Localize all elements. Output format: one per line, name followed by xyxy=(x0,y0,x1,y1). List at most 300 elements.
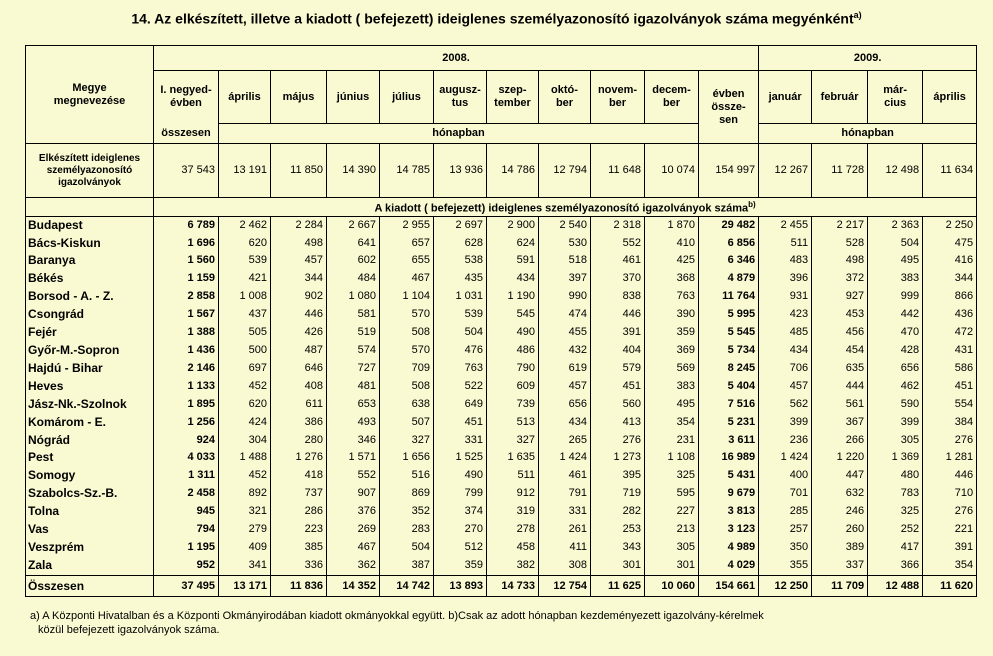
table-cell: 649 xyxy=(434,396,487,414)
table-title: 14. Az elkészített, illetve a kiadott ( befejezett) ideiglenes személyazonosító igazolványok száma megyénként$^{a)}$ xyxy=(131,10,862,27)
table-cell: 907 xyxy=(327,485,380,503)
monthly-header-2009: hónapban xyxy=(759,124,977,144)
table-cell: 384 xyxy=(923,414,977,432)
table-cell: 436 xyxy=(923,306,977,324)
table-cell: 337 xyxy=(812,557,868,575)
table-cell: 418 xyxy=(271,467,327,485)
table-cell: 305 xyxy=(868,432,923,450)
table-cell: 1 159 xyxy=(154,270,219,288)
produced-value: 154 997 xyxy=(699,144,759,198)
table-cell: 3 123 xyxy=(699,521,759,539)
table-cell: 554 xyxy=(923,396,977,414)
total-cell: 11 620 xyxy=(923,575,977,596)
table-cell: 453 xyxy=(812,306,868,324)
table-cell: 472 xyxy=(923,324,977,342)
month-header-2008: szep- tember xyxy=(487,71,539,124)
table-cell: 1 567 xyxy=(154,306,219,324)
table-cell: 399 xyxy=(868,414,923,432)
table-cell: 442 xyxy=(868,306,923,324)
table-cell: 432 xyxy=(539,342,591,360)
table-cell: 266 xyxy=(812,432,868,450)
total-cell: 14 733 xyxy=(487,575,539,596)
produced-value: 13 936 xyxy=(434,144,487,198)
table-cell: 257 xyxy=(759,521,812,539)
table-cell: 246 xyxy=(812,503,868,521)
table-cell: 495 xyxy=(645,396,699,414)
county-name: Hajdú - Bihar xyxy=(26,360,154,378)
table-cell: 2 458 xyxy=(154,485,219,503)
table-cell: 270 xyxy=(434,521,487,539)
table-cell: 404 xyxy=(591,342,645,360)
table-row xyxy=(26,270,977,288)
table-cell: 635 xyxy=(812,360,868,378)
table-cell: 391 xyxy=(591,324,645,342)
table-cell: 511 xyxy=(487,467,539,485)
table-cell: 474 xyxy=(539,306,591,324)
table-cell: 656 xyxy=(868,360,923,378)
table-cell: 408 xyxy=(271,378,327,396)
table-cell: 581 xyxy=(327,306,380,324)
table-cell: 1 008 xyxy=(219,288,271,306)
table-cell: 344 xyxy=(923,270,977,288)
total-cell: 11 836 xyxy=(271,575,327,596)
table-cell: 1 488 xyxy=(219,449,271,467)
q1-header: I. negyed- évben xyxy=(154,71,219,124)
table-row xyxy=(26,306,977,324)
table-row xyxy=(26,449,977,467)
table-cell: 286 xyxy=(271,503,327,521)
table-cell: 2 455 xyxy=(759,216,812,234)
table-cell: 276 xyxy=(923,503,977,521)
table-cell: 1 388 xyxy=(154,324,219,342)
table-cell: 383 xyxy=(868,270,923,288)
county-name: Csongrád xyxy=(26,306,154,324)
table-cell: 227 xyxy=(645,503,699,521)
table-cell: 29 482 xyxy=(699,216,759,234)
table-cell: 341 xyxy=(219,557,271,575)
table-cell: 2 146 xyxy=(154,360,219,378)
table-cell: 552 xyxy=(327,467,380,485)
table-cell: 1 424 xyxy=(539,449,591,467)
table-cell: 490 xyxy=(487,324,539,342)
table-cell: 1 133 xyxy=(154,378,219,396)
table-cell: 354 xyxy=(645,414,699,432)
table-cell: 1 696 xyxy=(154,235,219,253)
month-header-2008: június xyxy=(327,71,380,124)
table-cell: 252 xyxy=(868,521,923,539)
table-cell: 368 xyxy=(645,270,699,288)
statistics-table xyxy=(25,45,977,597)
year-2009-header: 2009. xyxy=(759,46,977,71)
table-cell: 346 xyxy=(327,432,380,450)
table-cell: 545 xyxy=(487,306,539,324)
table-cell: 490 xyxy=(434,467,487,485)
table-cell: 602 xyxy=(327,252,380,270)
table-cell: 444 xyxy=(812,378,868,396)
table-cell: 505 xyxy=(219,324,271,342)
table-cell: 352 xyxy=(380,503,434,521)
total-cell: 12 488 xyxy=(868,575,923,596)
table-cell: 367 xyxy=(812,414,868,432)
county-name: Vas xyxy=(26,521,154,539)
table-cell: 632 xyxy=(812,485,868,503)
table-cell: 428 xyxy=(868,342,923,360)
table-cell: 2 858 xyxy=(154,288,219,306)
produced-value: 11 728 xyxy=(812,144,868,198)
table-cell: 446 xyxy=(271,306,327,324)
table-row xyxy=(26,539,977,557)
month-header-2008: decem- ber xyxy=(645,71,699,124)
table-cell: 434 xyxy=(539,414,591,432)
table-cell: 461 xyxy=(539,467,591,485)
month-header-2009: április xyxy=(923,71,977,124)
total-label: Összesen xyxy=(26,575,154,596)
month-header-2008: októ- ber xyxy=(539,71,591,124)
table-cell: 319 xyxy=(487,503,539,521)
table-cell: 305 xyxy=(645,539,699,557)
table-cell: 586 xyxy=(923,360,977,378)
table-cell: 2 217 xyxy=(812,216,868,234)
table-cell: 697 xyxy=(219,360,271,378)
table-cell: 538 xyxy=(434,252,487,270)
table-cell: 999 xyxy=(868,288,923,306)
table-cell: 508 xyxy=(380,378,434,396)
table-cell: 331 xyxy=(434,432,487,450)
table-cell: 413 xyxy=(591,414,645,432)
table-cell: 791 xyxy=(539,485,591,503)
table-cell: 434 xyxy=(487,270,539,288)
table-cell: 653 xyxy=(327,396,380,414)
table-cell: 411 xyxy=(539,539,591,557)
table-cell: 1 525 xyxy=(434,449,487,467)
issued-header: A kiadott ( befejezett) ideiglenes személyazonosító igazolványok száma$^{b)}$ xyxy=(154,198,977,217)
month-header-2008: novem- ber xyxy=(591,71,645,124)
produced-value: 11 850 xyxy=(271,144,327,198)
total-cell: 154 661 xyxy=(699,575,759,596)
table-cell: 739 xyxy=(487,396,539,414)
table-cell: 3 611 xyxy=(699,432,759,450)
table-cell: 924 xyxy=(154,432,219,450)
table-cell: 2 284 xyxy=(271,216,327,234)
table-cell: 16 989 xyxy=(699,449,759,467)
table-cell: 620 xyxy=(219,396,271,414)
table-cell: 386 xyxy=(271,414,327,432)
table-row xyxy=(26,235,977,253)
table-cell: 7 516 xyxy=(699,396,759,414)
table-cell: 2 697 xyxy=(434,216,487,234)
table-cell: 952 xyxy=(154,557,219,575)
table-cell: 1 256 xyxy=(154,414,219,432)
produced-value: 11 648 xyxy=(591,144,645,198)
table-cell: 513 xyxy=(487,414,539,432)
county-name: Pest xyxy=(26,449,154,467)
table-cell: 5 734 xyxy=(699,342,759,360)
table-cell: 641 xyxy=(327,235,380,253)
table-cell: 2 540 xyxy=(539,216,591,234)
table-cell: 2 955 xyxy=(380,216,434,234)
county-name: Jász-Nk.-Szolnok xyxy=(26,396,154,414)
table-row xyxy=(26,503,977,521)
table-cell: 763 xyxy=(645,288,699,306)
table-cell: 486 xyxy=(487,342,539,360)
table-cell: 5 231 xyxy=(699,414,759,432)
table-cell: 727 xyxy=(327,360,380,378)
table-cell: 400 xyxy=(759,467,812,485)
total-cell: 10 060 xyxy=(645,575,699,596)
table-cell: 518 xyxy=(539,252,591,270)
table-cell: 2 667 xyxy=(327,216,380,234)
table-cell: 467 xyxy=(327,539,380,557)
produced-value: 14 786 xyxy=(487,144,539,198)
county-name: Bács-Kiskun xyxy=(26,235,154,253)
table-cell: 6 856 xyxy=(699,235,759,253)
table-cell: 3 813 xyxy=(699,503,759,521)
county-name: Baranya xyxy=(26,252,154,270)
produced-value: 14 785 xyxy=(380,144,434,198)
total-cell: 14 742 xyxy=(380,575,434,596)
footnote: a) A Központi Hivatalban és a Központi Okmányirodában kiadott okmányokkal együtt. b)Csak az adott hónapban kezdeményezett igazolvány-kérelmek közül befejezett igazolványok száma. xyxy=(30,610,764,636)
table-row xyxy=(26,432,977,450)
table-cell: 2 462 xyxy=(219,216,271,234)
county-name: Veszprém xyxy=(26,539,154,557)
table-cell: 276 xyxy=(923,432,977,450)
table-cell: 1 635 xyxy=(487,449,539,467)
table-cell: 611 xyxy=(271,396,327,414)
table-cell: 638 xyxy=(380,396,434,414)
table-cell: 595 xyxy=(645,485,699,503)
table-cell: 1 436 xyxy=(154,342,219,360)
table-cell: 1 195 xyxy=(154,539,219,557)
table-cell: 278 xyxy=(487,521,539,539)
table-row xyxy=(26,396,977,414)
table-cell: 389 xyxy=(812,539,868,557)
table-row xyxy=(26,324,977,342)
table-cell: 701 xyxy=(759,485,812,503)
table-cell: 783 xyxy=(868,485,923,503)
table-cell: 369 xyxy=(645,342,699,360)
table-cell: 279 xyxy=(219,521,271,539)
table-row xyxy=(26,342,977,360)
table-cell: 931 xyxy=(759,288,812,306)
table-cell: 437 xyxy=(219,306,271,324)
total-row xyxy=(26,575,977,596)
table-cell: 1 276 xyxy=(271,449,327,467)
table-cell: 504 xyxy=(868,235,923,253)
table-cell: 431 xyxy=(923,342,977,360)
produced-value: 37 543 xyxy=(154,144,219,198)
produced-value: 11 634 xyxy=(923,144,977,198)
table-cell: 1 031 xyxy=(434,288,487,306)
table-cell: 484 xyxy=(327,270,380,288)
table-cell: 522 xyxy=(434,378,487,396)
table-cell: 359 xyxy=(645,324,699,342)
table-cell: 6 789 xyxy=(154,216,219,234)
table-cell: 1 311 xyxy=(154,467,219,485)
table-cell: 709 xyxy=(380,360,434,378)
table-row xyxy=(26,252,977,270)
table-cell: 458 xyxy=(487,539,539,557)
table-cell: 260 xyxy=(812,521,868,539)
county-name: Komárom - E. xyxy=(26,414,154,432)
county-name: Szabolcs-Sz.-B. xyxy=(26,485,154,503)
county-name: Budapest xyxy=(26,216,154,234)
county-header: Megye megnevezése xyxy=(26,46,154,144)
table-cell: 426 xyxy=(271,324,327,342)
table-row xyxy=(26,467,977,485)
table-cell: 485 xyxy=(759,324,812,342)
table-cell: 376 xyxy=(327,503,380,521)
table-cell: 452 xyxy=(219,467,271,485)
table-cell: 395 xyxy=(591,467,645,485)
table-cell: 498 xyxy=(271,235,327,253)
table-cell: 370 xyxy=(591,270,645,288)
table-cell: 457 xyxy=(759,378,812,396)
table-cell: 500 xyxy=(219,342,271,360)
month-header-2008: április xyxy=(219,71,271,124)
table-cell: 475 xyxy=(923,235,977,253)
table-cell: 1 281 xyxy=(923,449,977,467)
produced-value: 12 498 xyxy=(868,144,923,198)
table-cell: 455 xyxy=(539,324,591,342)
table-cell: 869 xyxy=(380,485,434,503)
year-total-header: évben össze- sen xyxy=(699,71,759,144)
table-cell: 476 xyxy=(434,342,487,360)
table-cell: 454 xyxy=(812,342,868,360)
table-cell: 1 080 xyxy=(327,288,380,306)
table-cell: 507 xyxy=(380,414,434,432)
table-cell: 504 xyxy=(380,539,434,557)
table-cell: 396 xyxy=(759,270,812,288)
table-cell: 231 xyxy=(645,432,699,450)
table-cell: 462 xyxy=(868,378,923,396)
table-cell: 397 xyxy=(539,270,591,288)
table-cell: 304 xyxy=(219,432,271,450)
table-cell: 1 220 xyxy=(812,449,868,467)
table-cell: 416 xyxy=(923,252,977,270)
table-row xyxy=(26,521,977,539)
table-cell: 11 764 xyxy=(699,288,759,306)
table-cell: 493 xyxy=(327,414,380,432)
table-cell: 456 xyxy=(812,324,868,342)
table-cell: 325 xyxy=(868,503,923,521)
county-name: Tolna xyxy=(26,503,154,521)
table-cell: 838 xyxy=(591,288,645,306)
table-cell: 9 679 xyxy=(699,485,759,503)
table-cell: 487 xyxy=(271,342,327,360)
table-cell: 213 xyxy=(645,521,699,539)
table-cell: 325 xyxy=(645,467,699,485)
table-cell: 646 xyxy=(271,360,327,378)
table-cell: 446 xyxy=(591,306,645,324)
table-cell: 253 xyxy=(591,521,645,539)
table-cell: 483 xyxy=(759,252,812,270)
table-cell: 2 900 xyxy=(487,216,539,234)
table-cell: 4 879 xyxy=(699,270,759,288)
table-cell: 481 xyxy=(327,378,380,396)
table-cell: 374 xyxy=(434,503,487,521)
month-header-2008: május xyxy=(271,71,327,124)
table-cell: 354 xyxy=(923,557,977,575)
table-cell: 451 xyxy=(923,378,977,396)
table-cell: 390 xyxy=(645,306,699,324)
county-name: Békés xyxy=(26,270,154,288)
table-cell: 866 xyxy=(923,288,977,306)
month-header-2009: már- cius xyxy=(868,71,923,124)
table-cell: 221 xyxy=(923,521,977,539)
produced-value: 12 267 xyxy=(759,144,812,198)
table-cell: 2 363 xyxy=(868,216,923,234)
table-cell: 336 xyxy=(271,557,327,575)
table-cell: 350 xyxy=(759,539,812,557)
table-cell: 710 xyxy=(923,485,977,503)
table-cell: 359 xyxy=(434,557,487,575)
table-cell: 590 xyxy=(868,396,923,414)
table-cell: 467 xyxy=(380,270,434,288)
table-cell: 511 xyxy=(759,235,812,253)
table-cell: 285 xyxy=(759,503,812,521)
county-name: Fejér xyxy=(26,324,154,342)
table-cell: 457 xyxy=(271,252,327,270)
table-cell: 385 xyxy=(271,539,327,557)
table-row xyxy=(26,288,977,306)
table-cell: 276 xyxy=(591,432,645,450)
table-cell: 425 xyxy=(645,252,699,270)
table-cell: 516 xyxy=(380,467,434,485)
month-header-2009: február xyxy=(812,71,868,124)
table-cell: 410 xyxy=(645,235,699,253)
table-cell: 421 xyxy=(219,270,271,288)
table-cell: 301 xyxy=(645,557,699,575)
table-cell: 892 xyxy=(219,485,271,503)
total-cell: 14 352 xyxy=(327,575,380,596)
table-cell: 945 xyxy=(154,503,219,521)
table-cell: 1 656 xyxy=(380,449,434,467)
table-cell: 560 xyxy=(591,396,645,414)
table-cell: 609 xyxy=(487,378,539,396)
total-cell: 13 171 xyxy=(219,575,271,596)
table-cell: 508 xyxy=(380,324,434,342)
table-cell: 2 318 xyxy=(591,216,645,234)
table-cell: 470 xyxy=(868,324,923,342)
table-cell: 1 571 xyxy=(327,449,380,467)
table-cell: 902 xyxy=(271,288,327,306)
table-cell: 619 xyxy=(539,360,591,378)
table-cell: 327 xyxy=(487,432,539,450)
table-cell: 5 545 xyxy=(699,324,759,342)
table-cell: 343 xyxy=(591,539,645,557)
table-cell: 5 431 xyxy=(699,467,759,485)
table-cell: 498 xyxy=(812,252,868,270)
table-cell: 561 xyxy=(812,396,868,414)
table-cell: 656 xyxy=(539,396,591,414)
table-cell: 737 xyxy=(271,485,327,503)
table-cell: 5 995 xyxy=(699,306,759,324)
table-cell: 280 xyxy=(271,432,327,450)
table-cell: 362 xyxy=(327,557,380,575)
produced-label: Elkészített ideiglenes személyazonosító igazolványok xyxy=(26,144,154,198)
total-cell: 13 893 xyxy=(434,575,487,596)
table-cell: 1 424 xyxy=(759,449,812,467)
table-cell: 1 369 xyxy=(868,449,923,467)
total-cell: 12 250 xyxy=(759,575,812,596)
table-cell: 327 xyxy=(380,432,434,450)
county-name: Zala xyxy=(26,557,154,575)
table-cell: 321 xyxy=(219,503,271,521)
table-cell: 282 xyxy=(591,503,645,521)
table-row xyxy=(26,414,977,432)
table-cell: 261 xyxy=(539,521,591,539)
table-cell: 1 870 xyxy=(645,216,699,234)
